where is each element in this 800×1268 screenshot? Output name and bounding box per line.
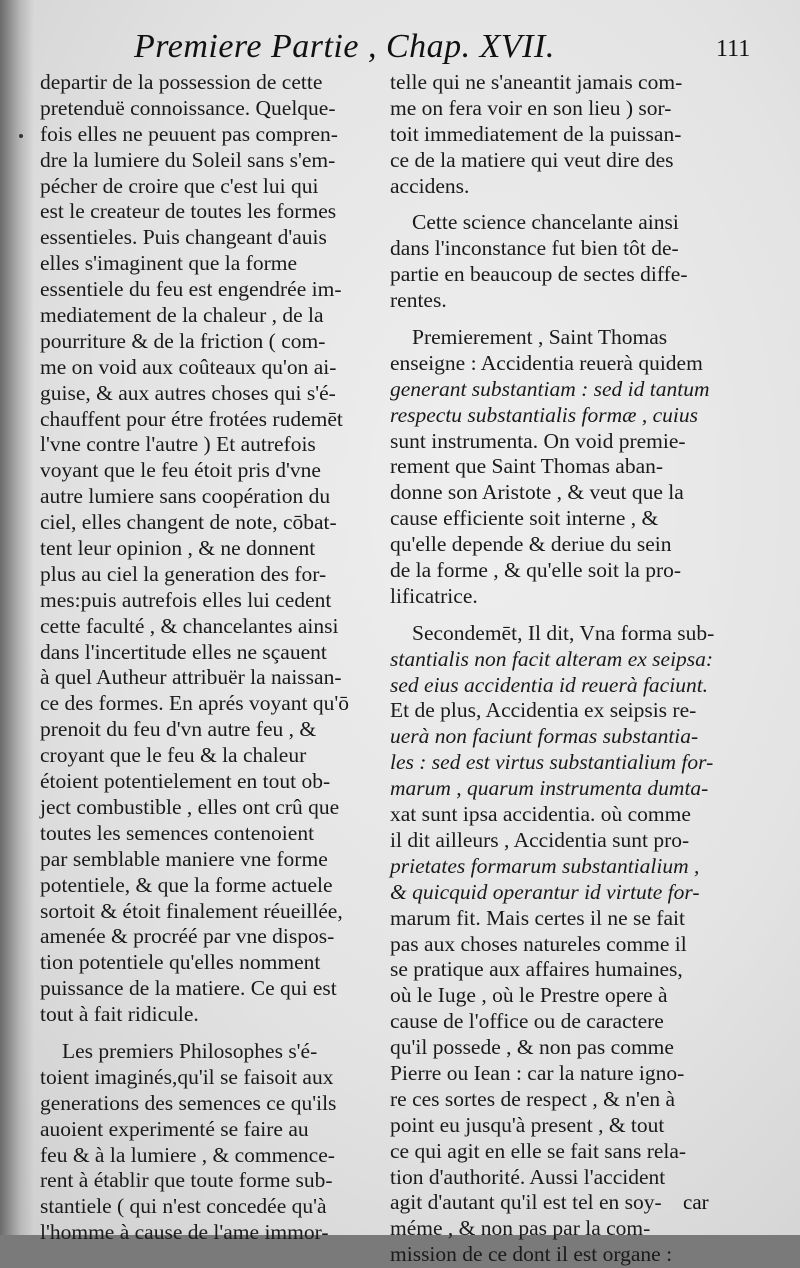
ink-speck	[19, 134, 23, 138]
text-line: pourriture & de la friction ( com-	[40, 328, 326, 353]
text-line: ce des formes. En aprés voyant qu'ō	[40, 691, 349, 716]
text-line: sed eius accidentia id reuerà faciunt.	[390, 672, 709, 697]
text-line: se pratique aux affaires humaines,	[390, 957, 683, 982]
text-line: xat sunt ipsa accidentia. où comme	[390, 802, 691, 827]
text-line: stantiele ( qui n'est concedée qu'à	[40, 1194, 327, 1219]
right-column	[390, 70, 718, 1268]
text-line: uerà non faciunt formas substantia-	[390, 724, 699, 749]
left-column	[40, 70, 360, 1246]
text-line: sunt instrumenta. On void premie-	[390, 428, 686, 453]
text-line: telle qui ne s'aneantit jamais com-	[390, 70, 683, 94]
text-line: partie en beaucoup de sectes diffe-	[390, 262, 688, 287]
text-line: ce qui agit en elle se fait sans rela-	[390, 1138, 687, 1163]
text-line: tion potentiele qu'elles nomment	[40, 950, 321, 975]
text-line: pas aux choses natureles comme il	[390, 931, 687, 956]
text-line: tion d'authorité. Aussi l'accident	[390, 1164, 666, 1189]
text-line: il dit ailleurs , Accidentia sunt pro-	[390, 827, 690, 852]
text-line: prietates formarum substantialium ,	[390, 853, 700, 878]
text-line: chauffent pour étre frotées rudemēt	[40, 406, 343, 431]
text-line: donne son Aristote , & veut que la	[390, 480, 684, 505]
binding-shadow	[0, 0, 34, 1235]
text-line: respectu substantialis formæ , cuius	[390, 402, 698, 427]
text-line: marum , quarum instrumenta dumta-	[390, 776, 709, 801]
text-line: qu'il possede , & non pas comme	[390, 1035, 674, 1060]
text-line: potentiele, & que la forme actuele	[40, 872, 333, 897]
text-line: auoient experimenté se faire au	[40, 1116, 309, 1141]
text-line: essentieles. Puis changeant d'auis	[40, 225, 327, 250]
text-line: pécher de croire que c'est lui qui	[40, 173, 319, 198]
text-line: Les premiers Philosophes s'é-	[62, 1038, 318, 1063]
text-line: ciel, elles changent de note, cōbat-	[40, 510, 337, 535]
text-line: generant substantiam : sed id tantum	[390, 376, 710, 401]
text-line: me on void aux coûteaux qu'on ai-	[40, 354, 337, 379]
text-line: elles s'imaginent que la forme	[40, 251, 298, 276]
text-line: tent leur opinion , & ne donnent	[40, 536, 316, 561]
text-line: cause de l'office ou de caractere	[390, 1009, 664, 1034]
text-line: rement que Saint Thomas aban-	[390, 454, 664, 479]
text-line: cause efficiente soit interne , &	[390, 506, 659, 531]
text-line: Pierre ou Iean : car la nature igno-	[390, 1060, 685, 1085]
text-line: de la forme , & qu'elle soit la pro-	[390, 558, 682, 583]
text-line: méme , & non pas par la com-	[390, 1216, 651, 1241]
text-line: cette faculté , & chancelantes ainsi	[40, 613, 339, 638]
text-line: Premierement , Saint Thomas	[412, 325, 668, 350]
text-line: toient imaginés,qu'il se faisoit aux	[40, 1064, 334, 1089]
text-line: toutes les semences contenoient	[40, 820, 315, 845]
text-line: l'homme à cause de l'ame immor-	[40, 1220, 329, 1245]
text-line: sortoit & étoit finalement réueillée,	[40, 898, 343, 923]
text-line: Et de plus, Accidentia ex seipsis re-	[390, 698, 697, 723]
text-line: plus au ciel la generation des for-	[40, 561, 327, 586]
text-line: qu'elle depende & deriue du sein	[390, 532, 672, 557]
header-title: Premiere Partie , Chap. XVII.	[134, 28, 555, 65]
text-line: puissance de la matiere. Ce qui est	[40, 976, 337, 1001]
text-line: guise, & aux autres choses qui s'é-	[40, 380, 336, 405]
text-line: ject combustible , elles ont crû que	[40, 794, 340, 819]
text-line: Cette science chancelante ainsi	[412, 210, 679, 235]
text-line: feu & à la lumiere , & commence-	[40, 1142, 335, 1167]
catchword: car	[683, 1190, 709, 1214]
text-line: lificatrice.	[390, 583, 478, 608]
text-line: re ces sortes de respect , & n'en à	[390, 1086, 676, 1111]
text-line: mes:puis autrefois elles lui cedent	[40, 587, 332, 612]
text-line: accidens.	[390, 173, 470, 198]
text-line: agit d'autant qu'il est tel en soy-	[390, 1190, 662, 1215]
text-line: toit immediatement de la puissan-	[390, 121, 682, 146]
text-line: mission de ce dont il est organe :	[390, 1242, 673, 1267]
text-line: amenée & procréé par vne dispos-	[40, 924, 335, 949]
text-line: generations des semences ce qu'ils	[40, 1090, 337, 1115]
text-line: pretenduë connoissance. Quelque-	[40, 95, 336, 120]
text-line: rent à établir que toute forme sub-	[40, 1168, 333, 1193]
text-line: prenoit du feu d'vn autre feu , &	[40, 717, 317, 742]
text-line: rentes.	[390, 288, 447, 313]
text-line: & quicquid operantur id virtute for-	[390, 879, 700, 904]
text-line: autre lumiere sans coopération du	[40, 484, 331, 509]
text-line: point eu jusqu'à present , & tout	[390, 1112, 665, 1137]
text-line: croyant que le feu & la chaleur	[40, 743, 307, 768]
text-line: à quel Autheur attribuër la naissan-	[40, 665, 342, 690]
text-line: par semblable maniere vne forme	[40, 846, 328, 871]
text-line: ce de la matiere qui veut dire des	[390, 147, 674, 172]
text-line: l'vne contre l'autre ) Et autrefois	[40, 432, 316, 457]
text-line: mediatement de la chaleur , de la	[40, 303, 324, 328]
text-line: stantialis non facit alteram ex seipsa:	[390, 646, 714, 671]
text-line: où le Iuge , où le Prestre opere à	[390, 983, 668, 1008]
text-line: Secondemēt, Il dit, Vna forma sub-	[412, 620, 715, 645]
text-line: fois elles ne peuuent pas compren-	[40, 121, 338, 146]
text-line: est le createur de toutes les formes	[40, 199, 337, 224]
text-line: essentiele du feu est engendrée im-	[40, 277, 342, 302]
text-line: tout à fait ridicule.	[40, 1002, 199, 1027]
text-line: enseigne : Accidentia reuerà quidem	[390, 350, 703, 375]
text-line: dans l'incertitude elles ne sçauent	[40, 639, 327, 664]
text-line: les : sed est virtus substantialium for-	[390, 750, 714, 775]
text-line: marum fit. Mais certes il ne se fait	[390, 905, 685, 930]
text-line: departir de la possession de cette	[40, 70, 323, 94]
text-line: dre la lumiere du Soleil sans s'em-	[40, 147, 336, 172]
text-line: voyant que le feu étoit pris d'vne	[40, 458, 321, 483]
text-line: me on fera voir en son lieu ) sor-	[390, 95, 672, 120]
text-line: dans l'inconstance fut bien tôt de-	[390, 236, 679, 261]
page-number: 111	[716, 36, 751, 62]
text-line: étoient potentielement en tout ob-	[40, 769, 331, 794]
